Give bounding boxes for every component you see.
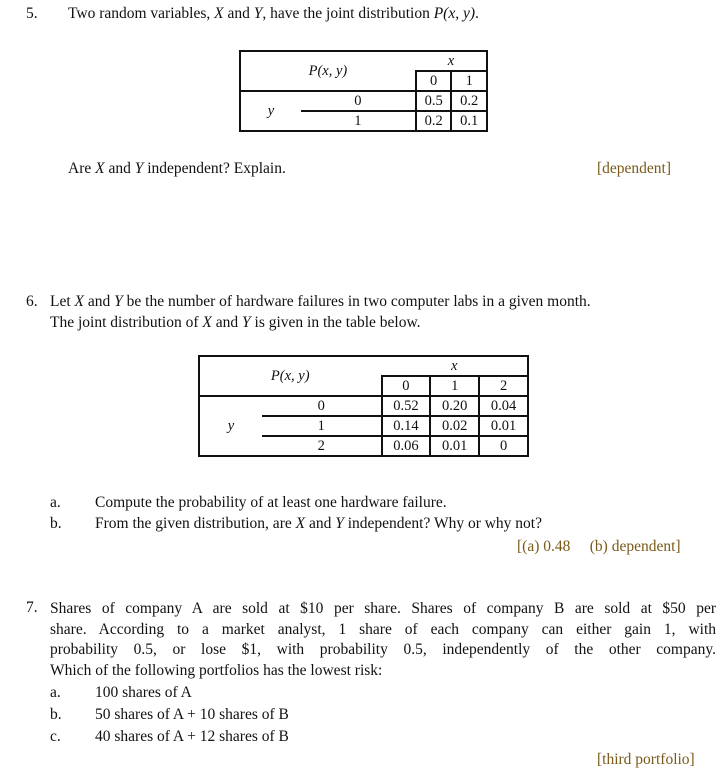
q6-x-value: 1: [430, 376, 479, 396]
q5-y-value: 1: [301, 111, 416, 131]
q7-option-label: c.: [50, 728, 61, 745]
q5-x-value: 0: [416, 71, 452, 91]
q7-stem-line: share. According to a market analyst, 1 share of each company can either gain 1, with: [50, 620, 716, 638]
q5-y-value: 0: [301, 91, 416, 111]
q5-cell: 0.2: [451, 91, 487, 111]
q5-x-value: 1: [451, 71, 487, 91]
q5-stem: Two random variables, X and Y, have the joint distribution P(x, y).: [68, 5, 479, 22]
q6-cell: 0: [479, 436, 528, 456]
q5-answer: [dependent]: [597, 160, 672, 177]
q6-cell: 0.52: [382, 396, 431, 416]
q6-y-label: y: [199, 396, 262, 456]
q6-cell: 0.01: [479, 416, 528, 436]
q7-option-label: b.: [50, 706, 62, 723]
q5-joint-table: [239, 50, 488, 132]
q6-cell: 0.04: [479, 396, 528, 416]
q6-y-value: 2: [262, 436, 382, 456]
q6-stem-line2: The joint distribution of X and Y is given in the table below.: [50, 314, 421, 331]
q7-stem-line: Which of the following portfolios has the lowest risk:: [50, 661, 383, 679]
q6-joint-table: [198, 355, 529, 457]
q5-number: 5.: [26, 5, 38, 22]
q7-answer: [third portfolio]: [597, 751, 695, 768]
q5-table-corner: P(x, y): [240, 51, 416, 91]
q6-y-value: 0: [262, 396, 382, 416]
q6-x-value: 0: [382, 376, 431, 396]
q6-part-a-label: a.: [50, 494, 61, 511]
q5-y-label: y: [240, 91, 301, 131]
q6-part-b: From the given distribution, are X and Y independent? Why or why not?: [95, 515, 542, 532]
q6-part-b-label: b.: [50, 515, 62, 532]
q5-question: Are X and Y independent? Explain.: [68, 160, 286, 177]
q6-table-corner: P(x, y): [199, 356, 382, 396]
q5-cell: 0.2: [416, 111, 452, 131]
q7-number: 7.: [26, 599, 38, 616]
q6-answer: [(a) 0.48 (b) dependent]: [517, 538, 681, 555]
q7-option-text: 100 shares of A: [95, 684, 192, 701]
q6-number: 6.: [26, 293, 38, 310]
q6-cell: 0.01: [430, 436, 479, 456]
q6-part-a: Compute the probability of at least one hardware failure.: [95, 494, 447, 511]
q6-cell: 0.06: [382, 436, 431, 456]
q6-x-label: x: [382, 356, 529, 376]
q7-stem-line: probability 0.5, or lose $1, with probability 0.5, independently of the other company.: [50, 641, 716, 658]
q5-cell: 0.1: [451, 111, 487, 131]
q5-x-label: x: [416, 51, 487, 71]
q7-stem: [50, 599, 716, 681]
q6-cell: 0.02: [430, 416, 479, 436]
q6-cell: 0.20: [430, 396, 479, 416]
q6-x-value: 2: [479, 376, 528, 396]
q6-cell: 0.14: [382, 416, 431, 436]
q7-option-label: a.: [50, 684, 61, 701]
q6-stem-line1: Let X and Y be the number of hardware failures in two computer labs in a given month.: [50, 293, 591, 310]
q7-stem-line: Shares of company A are sold at $10 per share. Shares of company B are sold at $50 per: [50, 600, 716, 617]
q7-option-text: 50 shares of A + 10 shares of B: [95, 706, 289, 723]
q7-option-text: 40 shares of A + 12 shares of B: [95, 728, 289, 745]
q5-cell: 0.5: [416, 91, 452, 111]
q6-y-value: 1: [262, 416, 382, 436]
